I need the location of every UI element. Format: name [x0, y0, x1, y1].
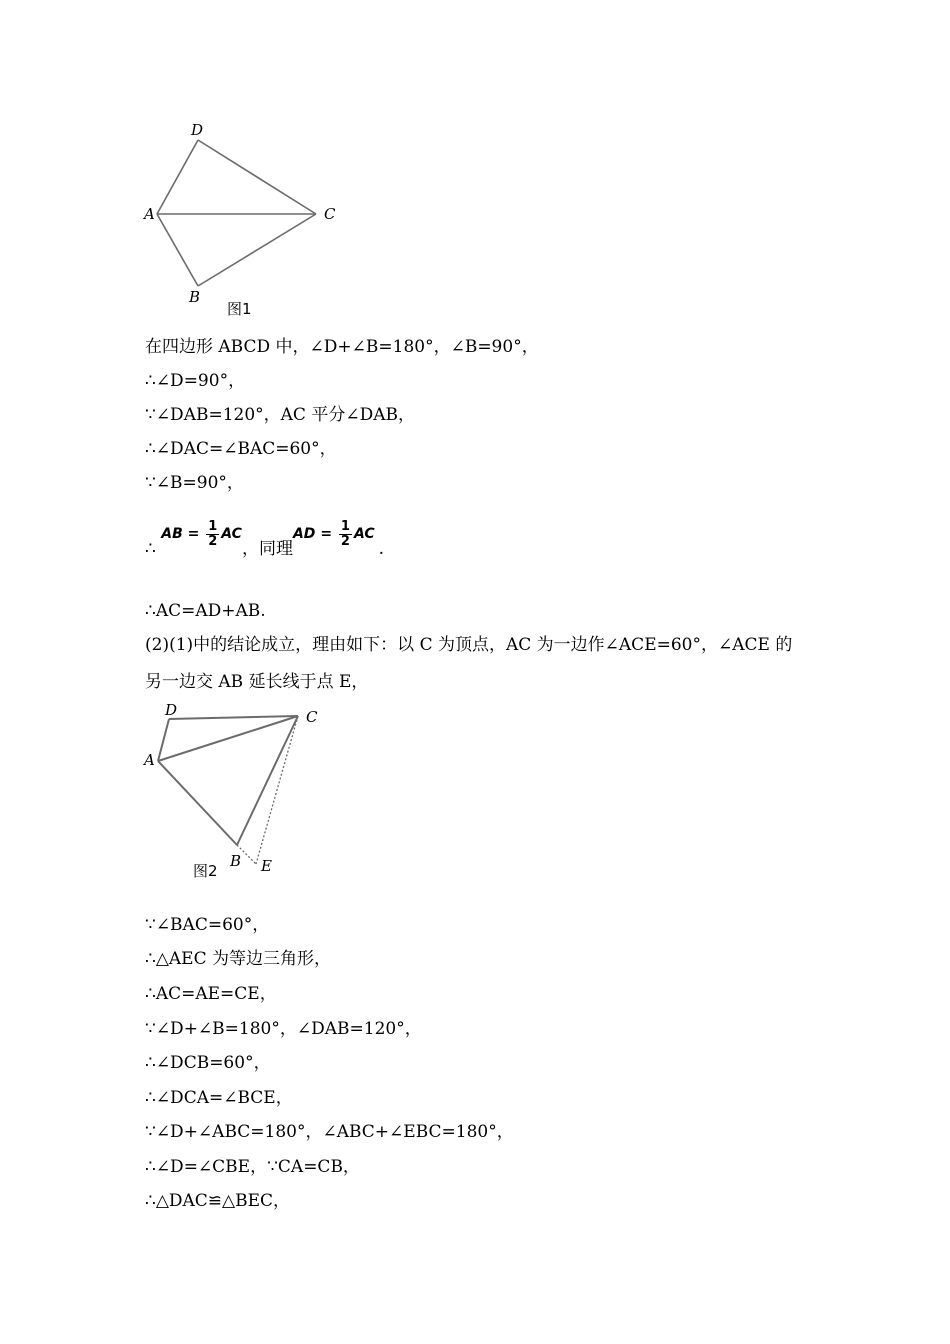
- segment-dc: [169, 716, 298, 719]
- solution-line: ∴AC=AE=CE，: [145, 984, 277, 1004]
- label-b: B: [189, 288, 201, 306]
- segment-ab: [158, 761, 237, 845]
- solution-line: 在四边形 ABCD 中，∠D+∠B=180°，∠B=90°，: [145, 337, 539, 357]
- segment-bc: [198, 214, 316, 286]
- solution-line: ∵∠BAC=60°，: [145, 915, 270, 935]
- figure-1: [140, 118, 340, 323]
- label-a: A: [144, 205, 155, 223]
- formula-ab: AB = 1 2 AC: [161, 518, 242, 549]
- solution-line: ∴△DAC≌△BEC，: [145, 1191, 291, 1211]
- part-2-intro-line: 另一边交 AB 延长线于点 E，: [145, 672, 369, 692]
- part-2-intro-line: (2)(1)中的结论成立，理由如下：以 C 为顶点，AC 为一边作∠ACE=60°，∠ACE 的: [145, 635, 793, 655]
- conclusion-line: ∴AC=AD+AB.: [145, 601, 266, 621]
- solution-line: ∵∠DAB=120°，AC 平分∠DAB，: [145, 405, 415, 425]
- formula-end: .: [378, 539, 385, 559]
- fraction-one-half: $\frac{1}{2}$: [208, 518, 218, 549]
- label-d: D: [191, 121, 204, 139]
- segment-ac: [158, 716, 298, 761]
- solution-line: ∴∠DCA=∠BCE，: [145, 1088, 293, 1108]
- solution-line: ∴∠D=∠CBE，∵CA=CB，: [145, 1157, 360, 1177]
- same-reason-text: ，同理: [241, 539, 293, 559]
- fraction-one-half: $\frac{1}{2}$: [340, 518, 350, 549]
- figure-2: [140, 698, 330, 888]
- solution-line: ∴∠DCB=60°，: [145, 1053, 271, 1073]
- label-c: C: [306, 708, 318, 726]
- solution-line: ∵∠D+∠ABC=180°，∠ABC+∠EBC=180°，: [145, 1122, 514, 1142]
- label-a: A: [144, 751, 155, 769]
- label-e: E: [261, 857, 272, 875]
- solution-line: ∴∠D=90°，: [145, 371, 246, 391]
- figure-2-diagram: [140, 698, 330, 888]
- segment-dc: [198, 140, 316, 214]
- label-c: C: [324, 205, 336, 223]
- segment-ad: [157, 140, 198, 214]
- figure-1-diagram: [140, 118, 340, 323]
- solution-line: ∴△AEC 为等边三角形，: [145, 949, 331, 969]
- segment-ab: [157, 214, 198, 286]
- solution-line: ∴∠DAC=∠BAC=60°，: [145, 439, 337, 459]
- figure-1-caption: 图1: [227, 300, 252, 318]
- segment-ad: [158, 719, 169, 761]
- formula-ad: AD = 1 2 AC: [292, 518, 375, 549]
- figure-2-caption: 图2: [193, 862, 218, 880]
- therefore-symbol: ∴: [145, 539, 156, 559]
- label-b: B: [230, 852, 242, 870]
- solution-line: ∵∠D+∠B=180°，∠DAB=120°，: [145, 1019, 422, 1039]
- solution-line: ∵∠B=90°，: [145, 473, 244, 493]
- formula-line: [145, 514, 385, 559]
- label-d: D: [165, 701, 178, 719]
